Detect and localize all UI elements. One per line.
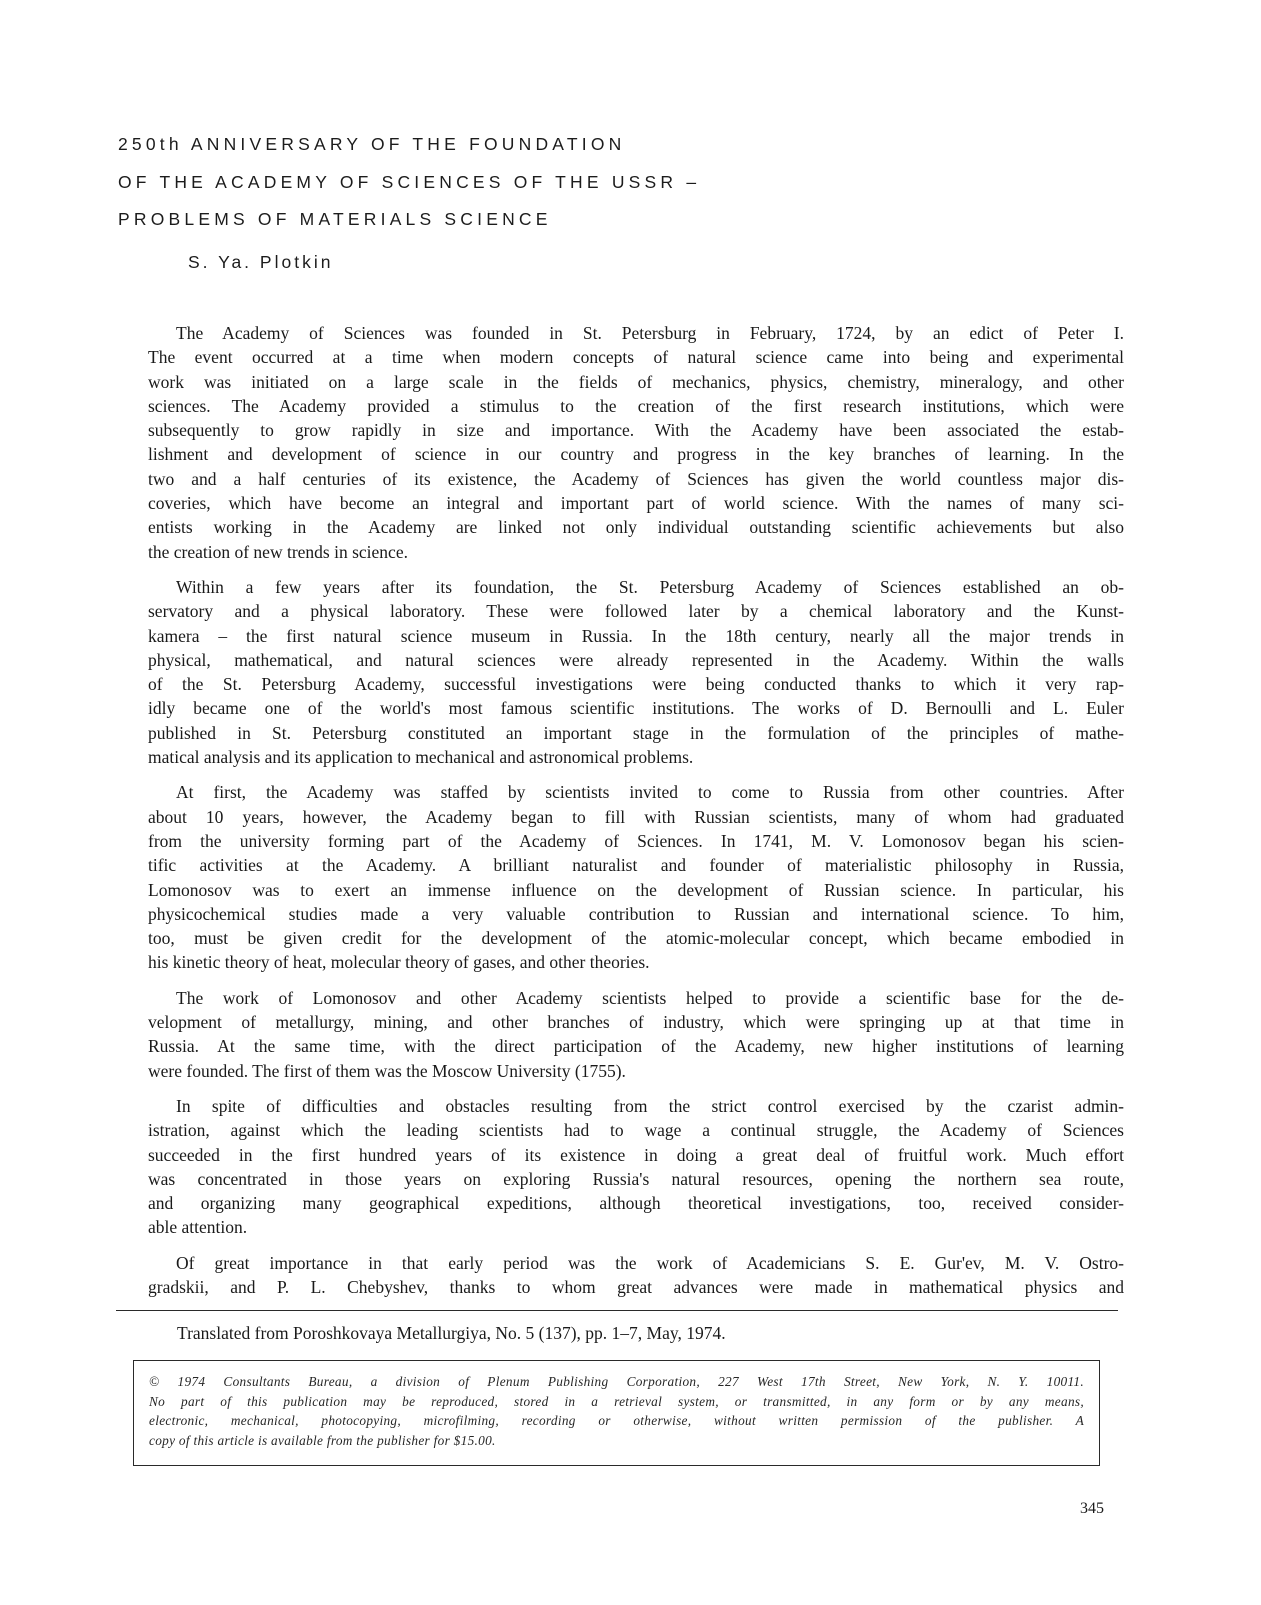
text-line: of the St. Petersburg Academy, successful investigations were being conducted thanks to which it very rap-	[148, 674, 1124, 695]
text-line: the creation of new trends in science.	[148, 541, 408, 562]
text-line: Within a few years after its foundation, the St. Petersburg Academy of Sciences established an ob-	[176, 576, 1124, 597]
translation-note: Translated from Poroshkovaya Metallurgiya, No. 5 (137), pp. 1–7, May, 1974.	[177, 1323, 726, 1343]
paragraph	[148, 1094, 1124, 1240]
text-line: from the university forming part of the Academy of Sciences. In 1741, M. V. Lomonosov began his scien-	[148, 830, 1124, 851]
text-line: The work of Lomonosov and other Academy scientists helped to provide a scientific base for the de-	[176, 987, 1124, 1008]
text-line: succeeded in the first hundred years of its existence in doing a great deal of fruitful work. Much effort	[148, 1144, 1124, 1165]
text-line: At first, the Academy was staffed by scientists invited to come to Russia from other countries. After	[176, 782, 1124, 803]
text-line: were founded. The first of them was the Moscow University (1755).	[148, 1060, 626, 1081]
page-number: 345	[1080, 1500, 1104, 1517]
article-body	[148, 321, 1124, 1310]
text-line: published in St. Petersburg constituted an important stage in the formulation of the principles of mathe-	[148, 722, 1124, 743]
text-line: and organizing many geographical expeditions, although theoretical investigations, too, received consider-	[148, 1193, 1124, 1214]
paragraph	[148, 575, 1124, 769]
title-line: PROBLEMS OF MATERIALS SCIENCE	[118, 209, 552, 229]
text-line: about 10 years, however, the Academy began to fill with Russian scientists, many of whom had graduated	[148, 806, 1124, 827]
title-line: 250th ANNIVERSARY OF THE FOUNDATION	[118, 134, 626, 154]
text-line: velopment of metallurgy, mining, and other branches of industry, which were springing up at that time in	[148, 1012, 1124, 1033]
text-line: lishment and development of science in our country and progress in the key branches of learning. In the	[148, 444, 1124, 465]
text-line: his kinetic theory of heat, molecular theory of gases, and other theories.	[148, 952, 650, 973]
text-line: work was initiated on a large scale in the fields of mechanics, physics, chemistry, mineralogy, and other	[148, 371, 1124, 392]
text-line: physical, mathematical, and natural sciences were already represented in the Academy. Within the walls	[148, 649, 1124, 670]
text-line: entists working in the Academy are linked not only individual outstanding scientific achievements but also	[148, 517, 1124, 538]
text-line: able attention.	[148, 1217, 248, 1238]
text-line: In spite of difficulties and obstacles resulting from the strict control exercised by the czarist admin-	[176, 1095, 1124, 1116]
copyright-notice	[133, 1360, 1100, 1466]
text-line: matical analysis and its application to mechanical and astronomical problems.	[148, 747, 694, 768]
text-line: subsequently to grow rapidly in size and importance. With the Academy have been associated the estab-	[148, 420, 1124, 441]
text-line: Lomonosov was to exert an immense influence on the development of Russian science. In particular, his	[148, 879, 1124, 900]
copyright-line: No part of this publication may be reproduced, stored in a retrieval system, or transmitted, in any form or by any means,	[149, 1393, 1084, 1409]
author-name: S. Ya. Plotkin	[188, 252, 334, 272]
text-line: sciences. The Academy provided a stimulus to the creation of the first research institutions, which were	[148, 395, 1124, 416]
paragraph	[148, 321, 1124, 564]
text-line: kamera – the first natural science museum in Russia. In the 18th century, nearly all the major trends in	[148, 625, 1124, 646]
text-line: two and a half centuries of its existence, the Academy of Sciences has given the world countless major dis-	[148, 468, 1124, 489]
paragraph	[148, 780, 1124, 974]
copyright-line: copy of this article is available from the publisher for $15.00.	[149, 1432, 496, 1448]
title-line: OF THE ACADEMY OF SCIENCES OF THE USSR –	[118, 171, 701, 192]
text-line: The event occurred at a time when modern concepts of natural science came into being and experimental	[148, 347, 1124, 368]
text-line: coveries, which have become an integral and important part of world science. With the names of many sci-	[148, 493, 1124, 514]
text-line: Of great importance in that early period was the work of Academicians S. E. Gur'ev, M. V. Ostro-	[176, 1252, 1124, 1273]
paragraph	[148, 1251, 1124, 1300]
text-line: gradskii, and P. L. Chebyshev, thanks to whom great advances were made in mathematical physics and	[148, 1276, 1124, 1297]
copyright-line: electronic, mechanical, photocopying, microfilming, recording or otherwise, without written permission of the publisher. A	[149, 1413, 1084, 1429]
text-line: tific activities at the Academy. A brilliant naturalist and founder of materialistic philosophy in Russia,	[148, 855, 1124, 876]
text-line: servatory and a physical laboratory. These were followed later by a chemical laboratory and the Kunst-	[148, 601, 1124, 622]
paragraph	[148, 986, 1124, 1083]
text-line: physicochemical studies made a very valuable contribution to Russian and international science. To him,	[148, 903, 1124, 924]
copyright-line: © 1974 Consultants Bureau, a division of Plenum Publishing Corporation, 227 West 17th Street, New York, N. Y. 10011.	[149, 1374, 1084, 1389]
article-title	[118, 126, 878, 239]
text-line: too, must be given credit for the development of the atomic-molecular concept, which became embodied in	[148, 928, 1124, 949]
text-line: was concentrated in those years on exploring Russia's natural resources, opening the northern sea route,	[148, 1168, 1124, 1189]
text-line: The Academy of Sciences was founded in St. Petersburg in February, 1724, by an edict of Peter I.	[176, 323, 1124, 343]
text-line: Russia. At the same time, with the direct participation of the Academy, new higher institutions of learning	[148, 1036, 1124, 1057]
text-line: idly became one of the world's most famous scientific institutions. The works of D. Bernoulli and L. Euler	[148, 698, 1124, 719]
text-line: istration, against which the leading scientists had to wage a continual struggle, the Academy of Sciences	[148, 1120, 1124, 1141]
footnote-divider	[116, 1310, 1118, 1311]
